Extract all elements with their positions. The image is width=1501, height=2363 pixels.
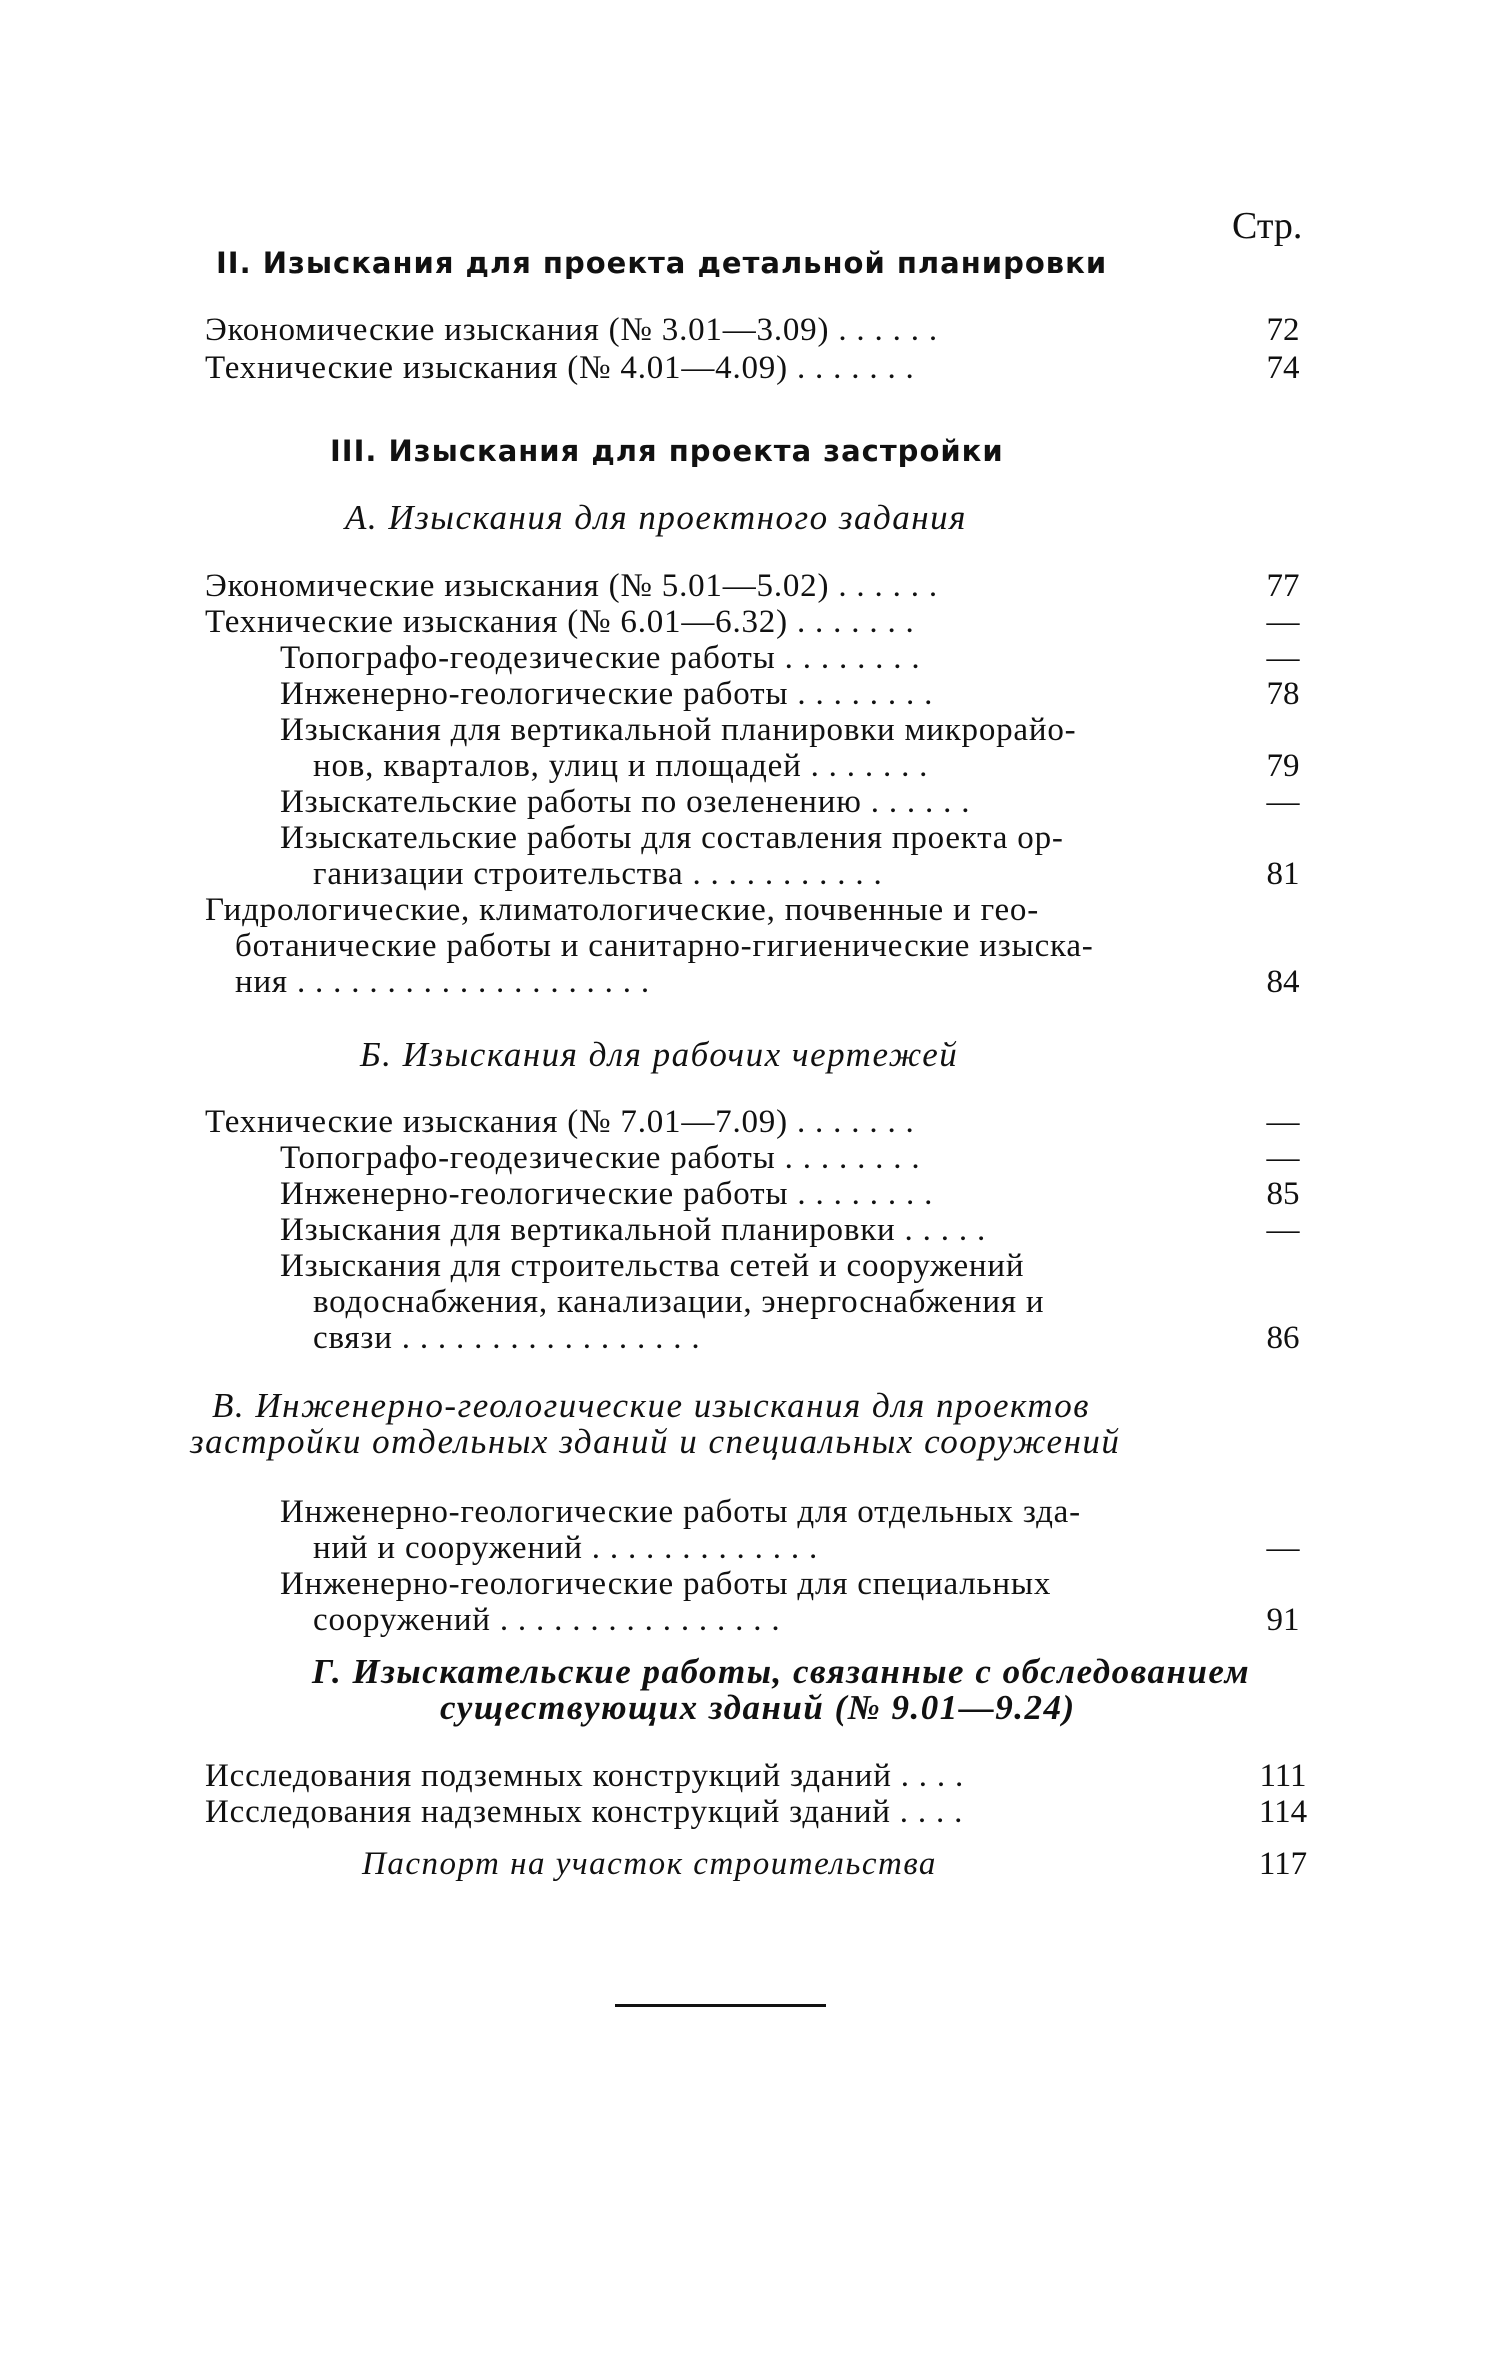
- toc-page-a-6: —: [1266, 784, 1300, 820]
- toc-page-v-2: 91: [1266, 1602, 1300, 1638]
- toc-page-g-1: 111: [1259, 1758, 1307, 1794]
- toc-page-a-8: 84: [1266, 964, 1300, 1000]
- toc-page-ii-1: 72: [1266, 312, 1300, 348]
- toc-entry-a-5-line1: Изыскания для вертикальной планировки микрорайо-: [280, 712, 1077, 748]
- toc-page-b-5: 86: [1266, 1320, 1300, 1356]
- toc-page-a-5: 79: [1266, 748, 1300, 784]
- toc-entry-ii-1: Экономические изыскания (№ 3.01—3.09) . . . . . .: [205, 312, 938, 348]
- toc-entry-a-8-line3: ния . . . . . . . . . . . . . . . . . . . .: [235, 964, 650, 1000]
- toc-entry-b-3: Инженерно-геологические работы . . . . . . . .: [280, 1176, 934, 1212]
- toc-page-v-1: —: [1266, 1530, 1300, 1566]
- subsection-g-title-line2: существующих зданий (№ 9.01—9.24): [440, 1688, 1076, 1727]
- closing-rule: [615, 2004, 826, 2007]
- toc-entry-v-2-line1: Инженерно-геологические работы для специальных: [280, 1566, 1052, 1602]
- toc-entry-a-7-line1: Изыскательские работы для составления проекта ор-: [280, 820, 1064, 856]
- subsection-b-title: Б. Изыскания для рабочих чертежей: [360, 1035, 959, 1074]
- subsection-g-title-line1: Г. Изыскательские работы, связанные с обследованием: [312, 1652, 1251, 1691]
- toc-page-passport: 117: [1258, 1846, 1308, 1882]
- toc-entry-ii-2: Технические изыскания (№ 4.01—4.09) . . . . . . .: [205, 350, 915, 386]
- toc-entry-v-1-line2: ний и сооружений . . . . . . . . . . . . .: [313, 1530, 819, 1566]
- page-column-header: Стр.: [1232, 205, 1303, 247]
- toc-entry-a-7-line2: ганизации строительства . . . . . . . . . . .: [313, 856, 883, 892]
- toc-page-a-3: —: [1266, 640, 1300, 676]
- toc-page-a-4: 78: [1266, 676, 1300, 712]
- toc-page-a-1: 77: [1266, 568, 1300, 604]
- toc-page-b-3: 85: [1266, 1176, 1300, 1212]
- toc-entry-b-5-line1: Изыскания для строительства сетей и сооружений: [280, 1248, 1025, 1284]
- toc-entry-b-2: Топографо-геодезические работы . . . . . . . .: [280, 1140, 921, 1176]
- toc-page-b-2: —: [1266, 1140, 1300, 1176]
- passport-entry: Паспорт на участок строительства: [362, 1846, 937, 1882]
- toc-entry-a-4: Инженерно-геологические работы . . . . . . . .: [280, 676, 934, 712]
- toc-entry-b-1: Технические изыскания (№ 7.01—7.09) . . . . . . .: [205, 1104, 915, 1140]
- toc-entry-a-8-line1: Гидрологические, климатологические, почвенные и гео-: [205, 892, 1040, 928]
- toc-entry-v-2-line2: сооружений . . . . . . . . . . . . . . . .: [313, 1602, 781, 1638]
- toc-entry-a-3: Топографо-геодезические работы . . . . . . . .: [280, 640, 921, 676]
- toc-entry-a-5-line2: нов, кварталов, улиц и площадей . . . . . . .: [313, 748, 929, 784]
- toc-entry-b-5-line3: связи . . . . . . . . . . . . . . . . .: [313, 1320, 701, 1356]
- subsection-v-title-line2: застройки отдельных зданий и специальных сооружений: [190, 1422, 1121, 1461]
- toc-entry-g-2: Исследования надземных конструкций зданий . . . .: [205, 1794, 964, 1830]
- toc-entry-a-6: Изыскательские работы по озеленению . . . . . .: [280, 784, 971, 820]
- toc-entry-v-1-line1: Инженерно-геологические работы для отдельных зда-: [280, 1494, 1081, 1530]
- toc-page-a-7: 81: [1266, 856, 1300, 892]
- section-ii-title: II. Изыскания для проекта детальной планировки: [216, 246, 1108, 280]
- toc-page-g-2: 114: [1258, 1794, 1308, 1830]
- toc-page-b-1: —: [1266, 1104, 1300, 1140]
- section-iii-title: III. Изыскания для проекта застройки: [330, 434, 1004, 468]
- toc-entry-a-2: Технические изыскания (№ 6.01—6.32) . . . . . . .: [205, 604, 915, 640]
- subsection-v-title-line1: В. Инженерно-геологические изыскания для проектов: [212, 1386, 1090, 1425]
- toc-page-b-4: —: [1266, 1212, 1300, 1248]
- subsection-a-title: А. Изыскания для проектного задания: [345, 498, 967, 537]
- toc-entry-b-4: Изыскания для вертикальной планировки . . . . .: [280, 1212, 987, 1248]
- toc-entry-a-1: Экономические изыскания (№ 5.01—5.02) . . . . . .: [205, 568, 938, 604]
- toc-entry-g-1: Исследования подземных конструкций зданий . . . .: [205, 1758, 965, 1794]
- toc-page-ii-2: 74: [1266, 350, 1300, 386]
- toc-entry-b-5-line2: водоснабжения, канализации, энергоснабжения и: [313, 1284, 1045, 1320]
- toc-entry-a-8-line2: ботанические работы и санитарно-гигиенические изыска-: [235, 928, 1094, 964]
- toc-page-a-2: —: [1266, 604, 1300, 640]
